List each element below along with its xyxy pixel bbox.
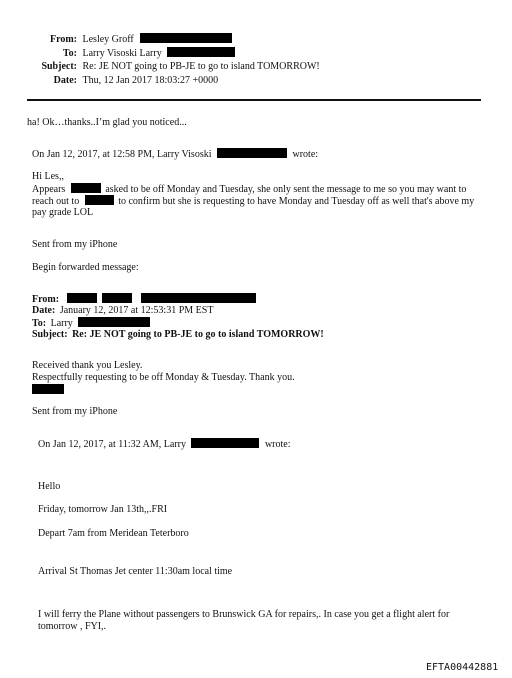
fwd-subject-value: Re: JE NOT going to PB-JE to go to island TOMORROW! [72, 329, 324, 340]
fwd-from-label: From: [32, 294, 60, 305]
quote1-line3: pay grade LOL [32, 207, 94, 218]
fwd-date-value: January 12, 2017 at 12:53:31 PM EST [59, 305, 214, 316]
quote1-line2 [32, 195, 474, 208]
fwd-body-1: Received thank you Lesley. [32, 360, 143, 371]
quote2-line1: Friday, tomorrow Jan 13th,,.FRI [38, 504, 168, 515]
redaction-block [217, 148, 287, 158]
quote2-line2: Depart 7am from Meridean Teterboro [38, 528, 189, 539]
header-subject-label: Subject: [41, 61, 77, 72]
redaction-block [85, 195, 114, 205]
header-subject-value: Re: JE NOT going to PB-JE to go to island TOMORROW! [82, 61, 320, 72]
fwd-subject [32, 329, 324, 341]
quote1-sent-from: Sent from my iPhone [32, 239, 118, 250]
header-subject [0, 61, 320, 73]
quote1-text: to confirm but she is requesting to have Monday and Tuesday off as well that's above my [118, 196, 475, 207]
redaction-block [102, 293, 132, 303]
redaction-block [141, 293, 256, 303]
bates-number: EFTA00442881 [426, 662, 499, 673]
fwd-to-label: To: [32, 318, 47, 329]
header-to-label: To: [62, 48, 77, 59]
quote1-begin-forwarded: Begin forwarded message: [32, 262, 139, 273]
header-from [0, 33, 232, 46]
fwd-body-2: Respectfully requesting to be off Monday & Tuesday. Thank you. [32, 372, 295, 383]
header-to [0, 47, 235, 60]
quote1-text: asked to be off Monday and Tuesday, she only sent the message to me so you may want to [105, 184, 467, 195]
quote1-text: reach out to [32, 196, 80, 207]
quote2-line4b: tomorrow , FYI,. [38, 621, 107, 632]
header-from-label: From: [49, 34, 77, 45]
fwd-to-value: Larry [50, 318, 73, 329]
header-date [0, 75, 218, 87]
quote1-attribution-start: On Jan 12, 2017, at 12:58 PM, Larry Visoski [32, 149, 212, 160]
redaction-block [191, 438, 259, 448]
redaction-block [167, 47, 235, 57]
redaction-block [32, 384, 64, 394]
quote1-attribution-end: wrote: [292, 149, 319, 160]
redaction-block [71, 183, 101, 193]
quote1-attribution [32, 148, 318, 161]
fwd-date [32, 305, 213, 317]
fwd-subject-label: Subject: [32, 329, 68, 340]
header-from-value: Lesley Groff [82, 34, 134, 45]
redaction-block [140, 33, 232, 43]
quote2-line3: Arrival St Thomas Jet center 11:30am local time [38, 566, 233, 577]
header-divider [27, 99, 481, 101]
quote2-line4a: I will ferry the Plane without passengers to Brunswick GA for repairs,. In case you get a flight alert for [38, 609, 450, 620]
fwd-signature [32, 384, 64, 397]
quote1-text: Appears [32, 184, 66, 195]
quote2-attribution-end: wrote: [264, 439, 291, 450]
reply-line: ha! Ok…thanks..I’m glad you noticed... [27, 117, 187, 128]
redaction-block [78, 317, 150, 327]
header-date-label: Date: [53, 75, 77, 86]
redaction-block [67, 293, 97, 303]
quote2-attribution [38, 438, 291, 451]
quote1-greeting: Hi Les,, [32, 171, 64, 182]
header-date-value: Thu, 12 Jan 2017 18:03:27 +0000 [82, 75, 219, 86]
quote2-attribution-start: On Jan 12, 2017, at 11:32 AM, Larry [38, 439, 186, 450]
fwd-sent-from: Sent from my iPhone [32, 406, 118, 417]
quote2-hello: Hello [38, 481, 61, 492]
header-to-value: Larry Visoski Larry [82, 48, 162, 59]
fwd-date-label: Date: [32, 305, 56, 316]
